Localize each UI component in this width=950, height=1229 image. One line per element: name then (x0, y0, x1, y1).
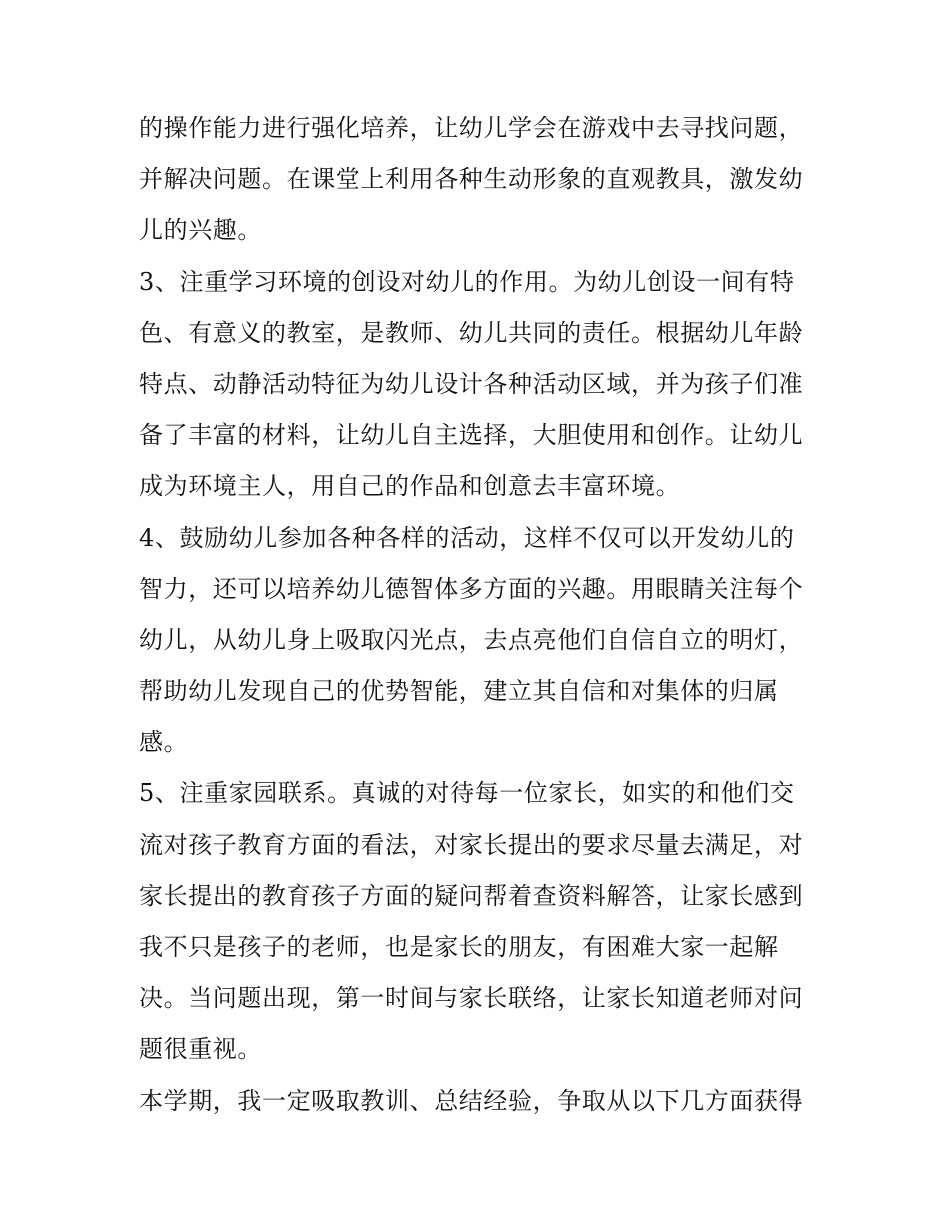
document-body (139, 103, 815, 1127)
text-line: 5、注重家园联系。真诚的对待每一位家长，如实的和他们交 (139, 779, 795, 808)
text-line: 备了丰富的材料，让幼儿自主选择，大胆使用和创作。让幼儿 (139, 421, 804, 450)
text-line: 本学期，我一定吸取教训、总结经验，争取从以下几方面获得 (139, 1086, 804, 1115)
text-line: 流对孩子教育方面的看法，对家长提出的要求尽量去满足，对 (139, 830, 804, 859)
text-line: 色、有意义的教室，是教师、幼儿共同的责任。根据幼儿年龄 (139, 318, 804, 347)
text-line: 我不只是孩子的老师，也是家长的朋友，有困难大家一起解 (139, 933, 779, 961)
text-line: 并解决问题。在课堂上利用各种生动形象的直观教具，激发幼 (139, 165, 804, 194)
text-line: 家长提出的教育孩子方面的疑问帮着查资料解答，让家长感到 (139, 881, 804, 910)
text-line: 感。 (139, 728, 189, 757)
text-line: 特点、动静活动特征为幼儿设计各种活动区域，并为孩子们准 (139, 369, 804, 398)
text-line: 幼儿，从幼儿身上吸取闪光点，去点亮他们自信自立的明灯， (139, 625, 804, 654)
text-line: 成为环境主人，用自己的作品和创意去丰富环境。 (139, 472, 681, 501)
text-line: 题很重视。 (139, 1035, 262, 1064)
text-line: 3、注重学习环境的创设对幼儿的作用。为幼儿创设一间有特 (139, 267, 795, 296)
text-line: 帮助幼儿发现自己的优势智能，建立其自信和对集体的归属 (139, 677, 779, 706)
text-line: 4、鼓励幼儿参加各种各样的活动，这样不仅可以开发幼儿的 (139, 523, 795, 552)
text-line: 智力，还可以培养幼儿德智体多方面的兴趣。用眼睛关注每个 (139, 574, 804, 603)
text-line: 的操作能力进行强化培养，让幼儿学会在游戏中去寻找问题， (139, 114, 804, 142)
text-line: 决。当问题出现，第一时间与家长联络，让家长知道老师对问 (139, 984, 804, 1013)
text-line: 儿的兴趣。 (139, 216, 262, 245)
